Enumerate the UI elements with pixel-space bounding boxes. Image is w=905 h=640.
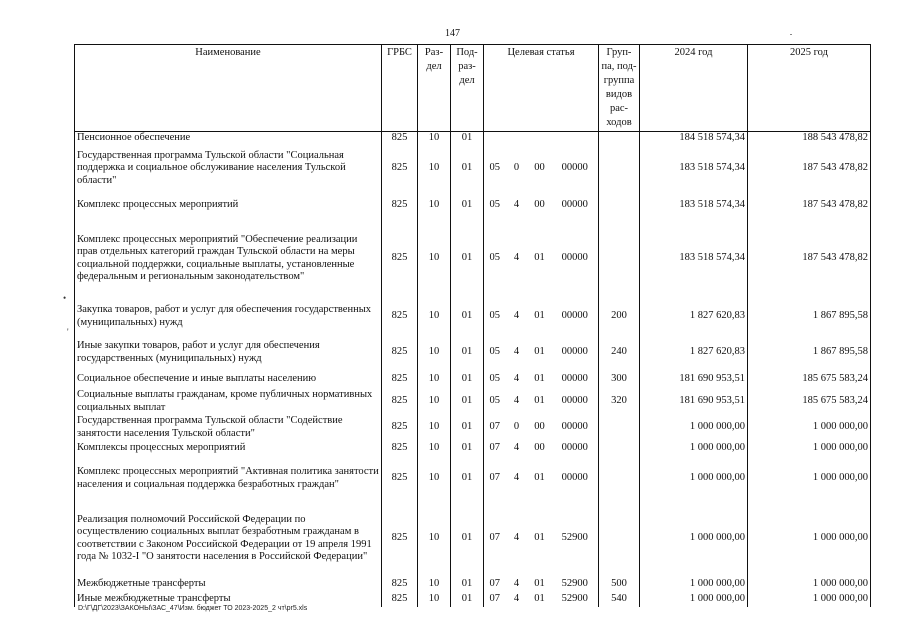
row-expense-group: 200	[599, 299, 640, 335]
row-amount-2024: 1 000 000,00	[640, 415, 748, 441]
row-target-direction: 00000	[552, 145, 599, 193]
row-podrazdel: 01	[451, 415, 484, 441]
row-amount-2024: 1 000 000,00	[640, 441, 748, 457]
row-target-subprogram: 01	[534, 577, 545, 589]
row-razdel: 10	[418, 457, 451, 501]
row-expense-group: 320	[599, 389, 640, 415]
table-row	[75, 371, 871, 389]
row-expense-group	[599, 501, 640, 577]
row-podrazdel: 01	[451, 389, 484, 415]
table-row	[75, 193, 871, 219]
row-grbs: 825	[382, 193, 418, 219]
row-target-program: 05	[489, 199, 500, 211]
table-row	[75, 577, 871, 592]
row-target-program: 07	[489, 421, 500, 433]
row-grbs: 825	[382, 501, 418, 577]
row-name: Межбюджетные трансферты	[75, 577, 382, 592]
row-target-direction	[552, 132, 599, 145]
table-row	[75, 145, 871, 193]
row-target-direction: 00000	[552, 335, 599, 371]
row-razdel: 10	[418, 132, 451, 145]
row-target-direction: 00000	[552, 219, 599, 299]
header-podrazdel: Под- раз- дел	[451, 45, 484, 132]
row-podrazdel: 01	[451, 577, 484, 592]
row-target-direction: 52900	[552, 592, 599, 607]
row-grbs: 825	[382, 132, 418, 145]
row-razdel: 10	[418, 389, 451, 415]
row-amount-2025: 1 867 895,58	[748, 335, 871, 371]
row-amount-2025: 1 000 000,00	[748, 457, 871, 501]
row-amount-2024: 183 518 574,34	[640, 219, 748, 299]
row-expense-group	[599, 441, 640, 457]
page-number: 147	[445, 28, 460, 39]
row-amount-2025: 187 543 478,82	[748, 219, 871, 299]
row-target-program: 05	[489, 373, 500, 385]
row-target-program: 05	[489, 252, 500, 264]
row-amount-2025: 1 867 895,58	[748, 299, 871, 335]
row-target-type: 4	[513, 592, 520, 604]
row-amount-2025: 185 675 583,24	[748, 371, 871, 389]
row-podrazdel: 01	[451, 441, 484, 457]
row-podrazdel: 01	[451, 193, 484, 219]
row-name: Иные закупки товаров, работ и услуг для обеспечения государственных (муниципальных) нужд	[75, 335, 382, 371]
table-row	[75, 132, 871, 145]
row-amount-2024: 183 518 574,34	[640, 145, 748, 193]
row-grbs: 825	[382, 457, 418, 501]
row-target-type: 4	[513, 442, 520, 454]
row-grbs: 825	[382, 577, 418, 592]
row-podrazdel: 01	[451, 145, 484, 193]
row-amount-2024: 181 690 953,51	[640, 371, 748, 389]
row-grbs: 825	[382, 441, 418, 457]
row-target-subprogram: 01	[534, 373, 545, 385]
row-expense-group: 300	[599, 371, 640, 389]
header-name: Наименование	[75, 45, 382, 132]
row-expense-group	[599, 145, 640, 193]
row-amount-2024: 183 518 574,34	[640, 193, 748, 219]
row-target-subprogram: 01	[534, 592, 545, 604]
row-target-type: 4	[513, 577, 520, 589]
row-amount-2024: 1 827 620,83	[640, 335, 748, 371]
row-target-type: 4	[513, 346, 520, 358]
row-target-type: 4	[513, 310, 520, 322]
table-header-row	[75, 45, 871, 132]
budget-table	[74, 44, 871, 607]
row-podrazdel: 01	[451, 592, 484, 607]
row-amount-2025: 1 000 000,00	[748, 577, 871, 592]
row-target-subprogram: 00	[534, 162, 545, 174]
row-target-type: 0	[513, 421, 520, 433]
row-podrazdel: 01	[451, 457, 484, 501]
header-2025: 2025 год	[748, 45, 871, 132]
row-target-direction: 00000	[552, 389, 599, 415]
row-podrazdel: 01	[451, 219, 484, 299]
row-target-direction: 00000	[552, 193, 599, 219]
row-target-subprogram	[528, 132, 552, 145]
row-name: Социальное обеспечение и иные выплаты населению	[75, 371, 382, 389]
row-grbs: 825	[382, 389, 418, 415]
header-2024: 2024 год	[640, 45, 748, 132]
row-podrazdel: 01	[451, 371, 484, 389]
header-expense-group: Груп- па, под- группа видов рас- ходов	[599, 45, 640, 132]
row-expense-group: 540	[599, 592, 640, 607]
row-name: Пенсионное обеспечение	[75, 132, 382, 145]
row-target-direction: 00000	[552, 441, 599, 457]
row-expense-group: 240	[599, 335, 640, 371]
row-target-subprogram: 00	[534, 199, 545, 211]
row-name: Государственная программа Тульской области "Социальная поддержка и социальное обслуживание населения Тульской области"	[75, 145, 382, 193]
row-grbs: 825	[382, 145, 418, 193]
scan-dot	[790, 34, 792, 35]
row-target-program: 07	[489, 442, 500, 454]
row-name: Реализация полномочий Российской Федерации по осуществлению социальных выплат безработным гражданам в соответствии с Законом Российской Федерации от 19 апреля 1991 года № 1032-I "О занятости населения в Российской Федерации"	[75, 501, 382, 577]
row-razdel: 10	[418, 441, 451, 457]
table-row	[75, 441, 871, 457]
row-target-subprogram: 01	[534, 472, 545, 484]
row-amount-2025: 1 000 000,00	[748, 441, 871, 457]
row-razdel: 10	[418, 501, 451, 577]
row-target-direction: 00000	[552, 415, 599, 441]
row-razdel: 10	[418, 371, 451, 389]
row-name: Комплексы процессных мероприятий	[75, 441, 382, 457]
footer-file-path: D:\Г\ДГ\2023\ЗАКОНЫ\ЗАС_47\Изм. бюджет ТО 2023-2025_2 чт\pr5.xls	[78, 605, 308, 612]
row-grbs: 825	[382, 299, 418, 335]
row-target-subprogram: 00	[534, 421, 545, 433]
header-grbs: ГРБС	[382, 45, 418, 132]
row-target-type: 4	[513, 373, 520, 385]
row-target-type: 0	[513, 162, 520, 174]
table-row	[75, 299, 871, 335]
row-razdel: 10	[418, 193, 451, 219]
table-body	[75, 132, 871, 607]
row-podrazdel: 01	[451, 501, 484, 577]
header-target-article: Целевая статья	[484, 45, 599, 132]
row-target-program: 05	[489, 395, 500, 407]
row-razdel: 10	[418, 577, 451, 592]
table-row	[75, 335, 871, 371]
row-name: Комплекс процессных мероприятий "Активная политика занятости населения и социальная поддержка безработных граждан"	[75, 457, 382, 501]
row-target-subprogram: 01	[534, 532, 545, 544]
row-target-type: 4	[513, 199, 520, 211]
row-expense-group	[599, 219, 640, 299]
row-expense-group	[599, 132, 640, 145]
row-amount-2025: 1 000 000,00	[748, 592, 871, 607]
row-expense-group	[599, 415, 640, 441]
row-target-subprogram: 00	[534, 442, 545, 454]
row-target-program: 05	[489, 310, 500, 322]
row-target-type: 4	[513, 395, 520, 407]
row-name: Государственная программа Тульской области "Содействие занятости населения Тульской области"	[75, 415, 382, 441]
row-grbs: 825	[382, 592, 418, 607]
row-target-direction: 00000	[552, 457, 599, 501]
row-expense-group: 500	[599, 577, 640, 592]
row-amount-2025: 1 000 000,00	[748, 415, 871, 441]
row-target-direction: 52900	[552, 577, 599, 592]
row-amount-2024: 181 690 953,51	[640, 389, 748, 415]
table-row	[75, 415, 871, 441]
row-target-subprogram: 01	[534, 395, 545, 407]
row-target-program: 05	[489, 346, 500, 358]
row-amount-2024: 1 000 000,00	[640, 457, 748, 501]
row-amount-2024: 1 000 000,00	[640, 592, 748, 607]
table-row	[75, 501, 871, 577]
row-amount-2025: 185 675 583,24	[748, 389, 871, 415]
row-target-type: 4	[513, 472, 520, 484]
row-target-program: 05	[489, 162, 500, 174]
row-target-direction: 00000	[552, 299, 599, 335]
header-razdel: Раз- дел	[418, 45, 451, 132]
row-amount-2025: 187 543 478,82	[748, 193, 871, 219]
margin-mark: '	[67, 327, 69, 337]
row-expense-group	[599, 193, 640, 219]
row-razdel: 10	[418, 219, 451, 299]
row-razdel: 10	[418, 592, 451, 607]
row-target-type	[506, 132, 528, 145]
row-target-subprogram: 01	[534, 310, 545, 322]
row-target-program: 07	[489, 577, 500, 589]
row-amount-2025: 1 000 000,00	[748, 501, 871, 577]
row-name: Комплекс процессных мероприятий "Обеспечение реализации прав отдельных категорий граждан Тульской области на меры социальной поддержки, социальные выплаты, установленные федеральным и региональным законодательством"	[75, 219, 382, 299]
row-podrazdel: 01	[451, 299, 484, 335]
row-target-subprogram: 01	[534, 346, 545, 358]
table-row	[75, 457, 871, 501]
row-razdel: 10	[418, 335, 451, 371]
table-row	[75, 389, 871, 415]
row-amount-2025: 187 543 478,82	[748, 145, 871, 193]
row-target-direction: 52900	[552, 501, 599, 577]
budget-table-container	[74, 44, 870, 607]
row-name: Иные межбюджетные трансферты	[75, 592, 382, 607]
row-grbs: 825	[382, 219, 418, 299]
row-amount-2024: 1 000 000,00	[640, 501, 748, 577]
row-target-program: 07	[489, 532, 500, 544]
row-podrazdel: 01	[451, 335, 484, 371]
row-name: Комплекс процессных мероприятий	[75, 193, 382, 219]
row-name: Закупка товаров, работ и услуг для обеспечения государственных (муниципальных) нужд	[75, 299, 382, 335]
row-grbs: 825	[382, 371, 418, 389]
row-amount-2024: 1 827 620,83	[640, 299, 748, 335]
row-razdel: 10	[418, 299, 451, 335]
row-amount-2024: 1 000 000,00	[640, 577, 748, 592]
row-name: Социальные выплаты гражданам, кроме публичных нормативных социальных выплат	[75, 389, 382, 415]
row-target-program: 07	[489, 592, 500, 604]
row-target-type: 4	[513, 252, 520, 264]
row-target-direction: 00000	[552, 371, 599, 389]
row-target-program	[484, 132, 506, 145]
row-target-subprogram: 01	[534, 252, 545, 264]
row-amount-2024: 184 518 574,34	[640, 132, 748, 145]
row-expense-group	[599, 457, 640, 501]
row-amount-2025: 188 543 478,82	[748, 132, 871, 145]
margin-mark: •	[63, 293, 67, 303]
row-podrazdel: 01	[451, 132, 484, 145]
row-target-program: 07	[489, 472, 500, 484]
row-grbs: 825	[382, 415, 418, 441]
row-grbs: 825	[382, 335, 418, 371]
table-row	[75, 219, 871, 299]
row-razdel: 10	[418, 145, 451, 193]
row-razdel: 10	[418, 415, 451, 441]
row-target-type: 4	[513, 532, 520, 544]
